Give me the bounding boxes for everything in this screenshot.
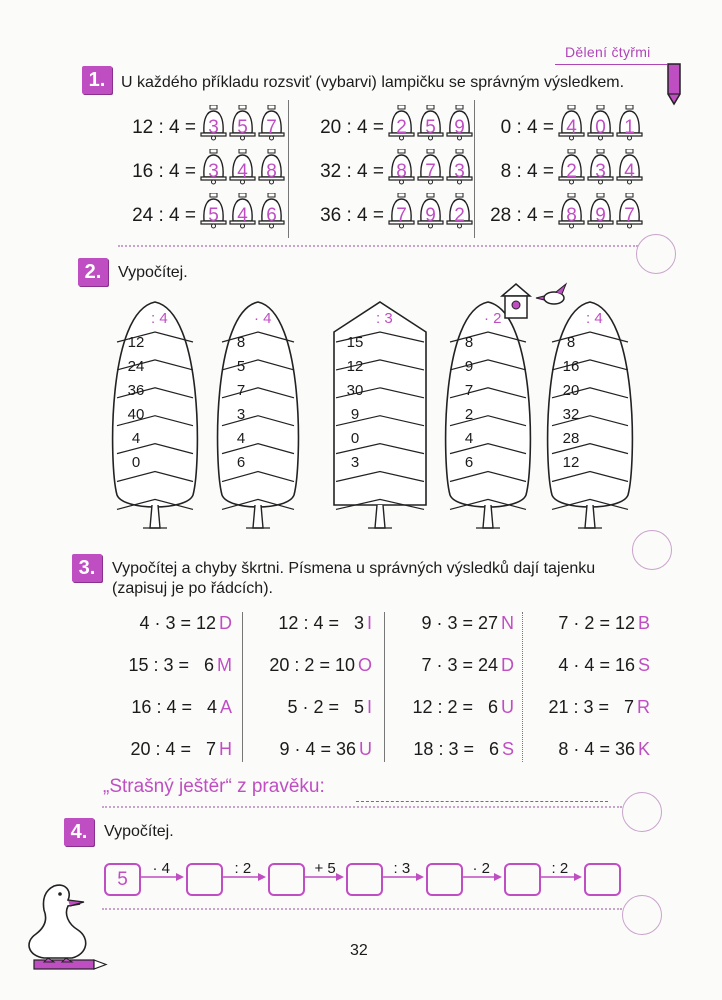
- check-equation[interactable]: [130, 739, 232, 760]
- tree-value: 6: [464, 454, 474, 471]
- bell-option-value: 7: [396, 205, 407, 226]
- dotted-separator: [102, 806, 622, 808]
- column-divider: [384, 612, 385, 762]
- bell-option[interactable]: [586, 193, 615, 227]
- column-divider: [288, 100, 289, 238]
- puzzle-letter: S: [501, 739, 514, 759]
- score-circle: [622, 895, 662, 935]
- chain-operation: · 4: [152, 860, 171, 877]
- bell-option-value: 5: [208, 205, 219, 226]
- chain-arrow-head: [574, 873, 582, 881]
- check-equation[interactable]: [412, 697, 514, 718]
- tree-value: 20: [562, 382, 580, 399]
- task1-badge: 1.: [82, 66, 112, 94]
- task4-instruction: Vypočítej.: [104, 823, 174, 840]
- tree-value: 12: [346, 358, 364, 375]
- bell-option[interactable]: [387, 149, 416, 183]
- tree-value: 3: [350, 454, 360, 471]
- pencil-icon: [660, 62, 688, 106]
- equation-text: 5 · 2 = 5: [287, 697, 364, 717]
- bell-options: [557, 149, 644, 183]
- bell-options: [199, 193, 286, 227]
- bell-option[interactable]: [387, 193, 416, 227]
- bell-option[interactable]: [199, 105, 228, 139]
- tree-operation: : 4: [151, 310, 168, 327]
- puzzle-letter: O: [357, 655, 372, 675]
- bell-option[interactable]: [557, 149, 586, 183]
- task3-instruction-note: (zapisuj je po řádcích).: [112, 580, 273, 597]
- check-equation[interactable]: [413, 739, 514, 760]
- chain-arrow-head: [336, 873, 344, 881]
- bell-option-value: 0: [595, 117, 606, 138]
- puzzle-letter: A: [219, 697, 232, 717]
- tree-value: 3: [236, 406, 246, 423]
- equation-text: 12 : 2 = 6: [412, 697, 498, 717]
- bell-option[interactable]: [228, 149, 257, 183]
- tree-value: 8: [464, 334, 474, 351]
- task2-badge: 2.: [78, 258, 108, 286]
- equation: 16 : 4 =: [132, 161, 196, 182]
- chain-operation: · 2: [472, 860, 491, 877]
- equation-text: 9 · 3 = 27: [421, 613, 498, 633]
- puzzle-letter: U: [359, 739, 372, 759]
- equation: 24 : 4 =: [132, 205, 196, 226]
- bell-option[interactable]: [387, 105, 416, 139]
- puzzle-letter: B: [637, 613, 650, 633]
- score-circle: [636, 234, 676, 274]
- bell-option[interactable]: [557, 105, 586, 139]
- equation: 8 : 4 =: [500, 161, 554, 182]
- bell-options: [557, 105, 644, 139]
- tree-value: 28: [562, 430, 580, 447]
- dotted-separator: [118, 245, 638, 247]
- equation-text: 7 · 2 = 12: [558, 613, 635, 633]
- task1-instruction: U každého příkladu rozsviť (vybarvi) lampičku se správným výsledkem.: [121, 74, 625, 91]
- check-equation[interactable]: [421, 655, 514, 676]
- check-equation[interactable]: [558, 739, 650, 760]
- puzzle-answer-line[interactable]: [356, 801, 608, 802]
- equation-text: 4 · 3 = 12: [139, 613, 216, 633]
- bell-option-value: 6: [266, 205, 277, 226]
- tree-operation: : 3: [376, 310, 393, 327]
- check-equation[interactable]: [548, 697, 650, 718]
- column-divider: [242, 612, 243, 762]
- bell-option-value: 2: [396, 117, 407, 138]
- puzzle-letter: D: [219, 613, 232, 633]
- equation: 36 : 4 =: [320, 205, 384, 226]
- column-divider: [474, 100, 475, 238]
- equation-text: 16 : 4 = 4: [131, 697, 217, 717]
- check-equation[interactable]: [269, 655, 372, 676]
- bell-option[interactable]: [615, 105, 644, 139]
- task4-badge: 4.: [64, 818, 94, 846]
- puzzle-letter: S: [637, 655, 650, 675]
- tree-value: 0: [131, 454, 141, 471]
- tree-value: 7: [236, 382, 246, 399]
- equation-text: 18 : 3 = 6: [413, 739, 499, 759]
- bell-option[interactable]: [228, 193, 257, 227]
- bell-option[interactable]: [615, 193, 644, 227]
- chain-operation: + 5: [314, 860, 336, 877]
- tree-value: 16: [562, 358, 580, 375]
- bell-options: [387, 149, 474, 183]
- bell-option-value: 4: [237, 161, 248, 182]
- check-equation[interactable]: [287, 697, 372, 718]
- dotted-separator: [102, 908, 622, 910]
- tree-value: 4: [464, 430, 474, 447]
- bell-option-value: 2: [454, 205, 465, 226]
- puzzle-letter: K: [637, 739, 650, 759]
- check-equation[interactable]: [558, 613, 650, 634]
- equation-text: 21 : 3 = 7: [548, 697, 634, 717]
- bell-option[interactable]: [586, 149, 615, 183]
- bell-option-value: 3: [595, 161, 606, 182]
- bell-option[interactable]: [586, 105, 615, 139]
- bell-option[interactable]: [557, 193, 586, 227]
- bell-option[interactable]: [199, 193, 228, 227]
- bell-option-value: 7: [624, 205, 635, 226]
- tree-value: 2: [464, 406, 474, 423]
- bell-option[interactable]: [445, 149, 474, 183]
- tree-value: 5: [236, 358, 246, 375]
- bell-options: [199, 149, 286, 183]
- puzzle-letter: D: [501, 655, 514, 675]
- bell-option-value: 9: [425, 205, 436, 226]
- puzzle-letter: R: [637, 697, 650, 717]
- tree-operation: · 4: [254, 310, 272, 327]
- equation-text: 8 · 4 = 36: [558, 739, 635, 759]
- bell-option-value: 9: [454, 117, 465, 138]
- bell-option-value: 8: [566, 205, 577, 226]
- check-equation[interactable]: [278, 613, 372, 634]
- bell-options: [387, 193, 474, 227]
- chain-arrow-head: [494, 873, 502, 881]
- bell-option-value: 7: [266, 117, 277, 138]
- tree-value: 7: [464, 382, 474, 399]
- check-equation[interactable]: [128, 655, 232, 676]
- equation-text: 7 · 3 = 24: [421, 655, 498, 675]
- bell-option[interactable]: [615, 149, 644, 183]
- bell-option[interactable]: [199, 149, 228, 183]
- bell-option-value: 1: [624, 117, 635, 138]
- task3-instruction: Vypočítej a chyby škrtni. Písmena u správných výsledků dají tajenku: [112, 560, 596, 577]
- tree-operation: · 2: [484, 310, 502, 327]
- check-equation[interactable]: [131, 697, 232, 718]
- check-equation[interactable]: [279, 739, 372, 760]
- bell-option-value: 2: [566, 161, 577, 182]
- tree-value: 12: [562, 454, 580, 471]
- bell-options: [199, 105, 286, 139]
- tree-value: 9: [464, 358, 474, 375]
- equation-text: 20 : 2 = 10: [269, 655, 355, 675]
- goose-icon: [14, 880, 110, 976]
- tree-value: 4: [131, 430, 141, 447]
- chain-operation: : 3: [393, 860, 411, 877]
- column-divider: [522, 612, 523, 762]
- bell-option-value: 4: [566, 117, 577, 138]
- check-equation[interactable]: [421, 613, 514, 634]
- bell-option[interactable]: [257, 149, 286, 183]
- equation: 32 : 4 =: [320, 161, 384, 182]
- bell-option[interactable]: [416, 149, 445, 183]
- bell-option[interactable]: [257, 193, 286, 227]
- equation-text: 20 : 4 = 7: [130, 739, 216, 759]
- chapter-header: Dělení čtyřmi: [565, 44, 651, 60]
- puzzle-letter: M: [217, 655, 232, 675]
- tree-value: 8: [236, 334, 246, 351]
- equation-text: 15 : 3 = 6: [128, 655, 214, 675]
- tree-value: 9: [350, 406, 360, 423]
- bell-option-value: 4: [624, 161, 635, 182]
- task2-instruction: Vypočítej.: [118, 264, 188, 281]
- tree-operation: : 4: [586, 310, 603, 327]
- bell-options: [387, 105, 474, 139]
- bell-option[interactable]: [416, 193, 445, 227]
- tree-value: 32: [562, 406, 580, 423]
- bell-options: [557, 193, 644, 227]
- bell-option-value: 9: [595, 205, 606, 226]
- equation-text: 12 : 4 = 3: [278, 613, 364, 633]
- chain-operation: : 2: [551, 860, 569, 877]
- puzzle-letter: U: [501, 697, 514, 717]
- score-circle: [622, 792, 662, 832]
- chain-arrow-head: [258, 873, 266, 881]
- bell-option-value: 5: [425, 117, 436, 138]
- equation: 20 : 4 =: [320, 117, 384, 138]
- tree-value: 12: [127, 334, 145, 351]
- bell-option[interactable]: [445, 105, 474, 139]
- page-number: 32: [350, 942, 368, 959]
- equation: 12 : 4 =: [132, 117, 196, 138]
- tree-value: 30: [346, 382, 364, 399]
- equation: 28 : 4 =: [490, 205, 554, 226]
- puzzle-letter: H: [219, 739, 232, 759]
- bell-option-value: 3: [208, 117, 219, 138]
- tree-value: 36: [127, 382, 145, 399]
- tree-value: 6: [236, 454, 246, 471]
- chain-operation: : 2: [234, 860, 252, 877]
- puzzle-letter: N: [501, 613, 514, 633]
- check-equation[interactable]: [139, 613, 232, 634]
- tree-value: 4: [236, 430, 246, 447]
- bell-option-value: 7: [425, 161, 436, 182]
- tree-value: 24: [127, 358, 145, 375]
- bell-option-value: 4: [237, 205, 248, 226]
- bell-option-value: 3: [454, 161, 465, 182]
- tree-value: 8: [566, 334, 576, 351]
- bell-option[interactable]: [228, 105, 257, 139]
- equation: 0 : 4 =: [500, 117, 554, 138]
- chain-arrow-head: [176, 873, 184, 881]
- equation-text: 4 · 4 = 16: [558, 655, 635, 675]
- tree-value: 40: [127, 406, 145, 423]
- birdhouse-icon: [496, 282, 576, 322]
- chain-arrow-head: [416, 873, 424, 881]
- score-circle: [632, 530, 672, 570]
- task3-badge: 3.: [72, 554, 102, 582]
- tree-value: 15: [346, 334, 364, 351]
- tree-value: 0: [350, 430, 360, 447]
- equation-text: 9 · 4 = 36: [279, 739, 356, 759]
- puzzle-letter: I: [366, 613, 372, 633]
- chain-start-value: 5: [117, 869, 128, 890]
- check-equation[interactable]: [558, 655, 650, 676]
- bell-option[interactable]: [257, 105, 286, 139]
- bell-option-value: 3: [208, 161, 219, 182]
- header-underline: [555, 64, 667, 65]
- bell-option[interactable]: [416, 105, 445, 139]
- bell-option-value: 8: [266, 161, 277, 182]
- bell-option-value: 5: [237, 117, 248, 138]
- bell-option[interactable]: [445, 193, 474, 227]
- puzzle-answer-label: „Strašný ještěr“ z pravěku:: [103, 776, 325, 797]
- bell-option-value: 8: [396, 161, 407, 182]
- puzzle-letter: I: [366, 697, 372, 717]
